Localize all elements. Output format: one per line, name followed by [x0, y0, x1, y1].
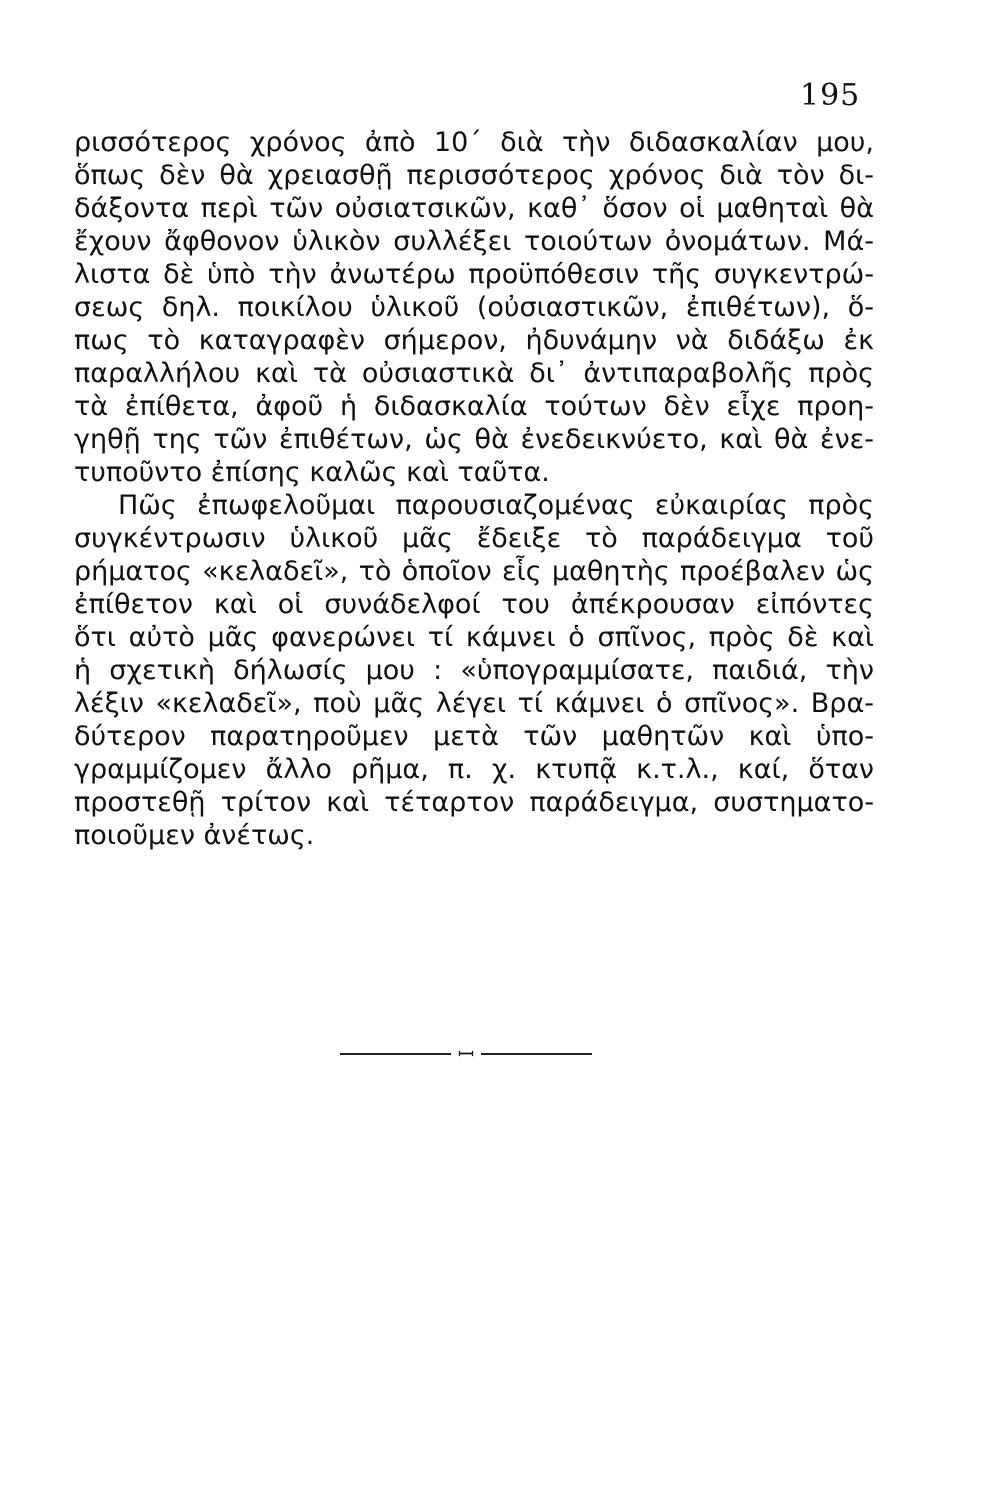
text-line: ρήματος «κελαδεῖ», τὸ ὁποῖον εἷς μαθητὴς προέβαλεν ὡς	[74, 556, 874, 587]
text-line: ὅπως δὲν θὰ χρειασθῇ περισσότερος χρόνος διὰ τὸν δι-	[74, 160, 874, 191]
ornament-rule-left	[340, 1053, 451, 1055]
text-line: δύτερον παρατηροῦμεν μετὰ τῶν μαθητῶν καὶ ὑπο-	[74, 721, 874, 752]
ornament-mark-icon: ꟷ	[457, 1042, 475, 1066]
text-line: γραμμίζομεν ἄλλο ρῆμα, π. χ. κτυπᾷ κ.τ.λ., καί, ὅταν	[74, 754, 874, 785]
text-line: λιστα δὲ ὑπὸ τὴν ἀνωτέρω προϋπόθεσιν τῆς συγκεντρώ-	[74, 259, 874, 290]
text-line: προστεθῇ τρίτον καὶ τέταρτον παράδειγμα, συστηματο-	[74, 787, 874, 818]
text-line: συγκέντρωσιν ὑλικοῦ μᾶς ἔδειξε τὸ παράδειγμα τοῦ	[74, 523, 874, 554]
page-number: 195	[800, 78, 861, 113]
text-block	[74, 126, 874, 852]
text-line: παραλλήλου καὶ τὰ οὐσιαστικὰ δι᾽ ἀντιπαραβολῆς πρὸς	[74, 358, 874, 389]
text-line: ἔχουν ἄφθονον ὑλικὸν συλλέξει τοιούτων ὀνομάτων. Μά-	[74, 226, 874, 257]
text-line: σεως δηλ. ποικίλου ὑλικοῦ (οὐσιαστικῶν, ἐπιθέτων), ὅ-	[74, 292, 874, 323]
text-line: ἐπίθετον καὶ οἱ συνάδελφοί του ἀπέκρουσαν εἰπόντες	[74, 589, 874, 620]
text-line: ρισσότερος χρόνος ἀπὸ 10΄ διὰ τὴν διδασκαλίαν μου,	[74, 127, 874, 158]
text-line: πως τὸ καταγραφὲν σήμερον, ἠδυνάμην νὰ διδάξω ἐκ	[74, 325, 874, 356]
text-line: λέξιν «κελαδεῖ», ποὺ μᾶς λέγει τί κάμνει ὁ σπῖνος». Βρα-	[74, 688, 874, 719]
ornament-rule-right	[481, 1053, 592, 1055]
text-line: ὅτι αὐτὸ μᾶς φανερώνει τί κάμνει ὁ σπῖνος, πρὸς δὲ καὶ	[74, 622, 874, 653]
text-line: τυποῦντο ἐπίσης καλῶς καὶ ταῦτα.	[74, 457, 550, 488]
text-line: γηθῇ της τῶν ἐπιθέτων, ὡς θὰ ἐνεδεικνύετο, καὶ θὰ ἐνε-	[74, 424, 874, 455]
end-ornament	[340, 1042, 592, 1066]
text-line: δάξοντα περὶ τῶν οὐσιατσικῶν, καθ᾽ ὅσον οἱ μαθηταὶ θὰ	[74, 193, 874, 224]
text-line: ἡ σχετικὴ δήλωσίς μου : «ὑπογραμμίσατε, παιδιά, τὴν	[74, 655, 874, 686]
paragraph-start-line: Πῶς ἐπωφελοῦμαι παρουσιαζομένας εὐκαιρίας πρὸς	[118, 490, 874, 521]
text-line: ποιοῦμεν ἀνέτως.	[74, 820, 315, 851]
text-line: τὰ ἐπίθετα, ἀφοῦ ἡ διδασκαλία τούτων δὲν εἶχε προη-	[74, 391, 874, 422]
